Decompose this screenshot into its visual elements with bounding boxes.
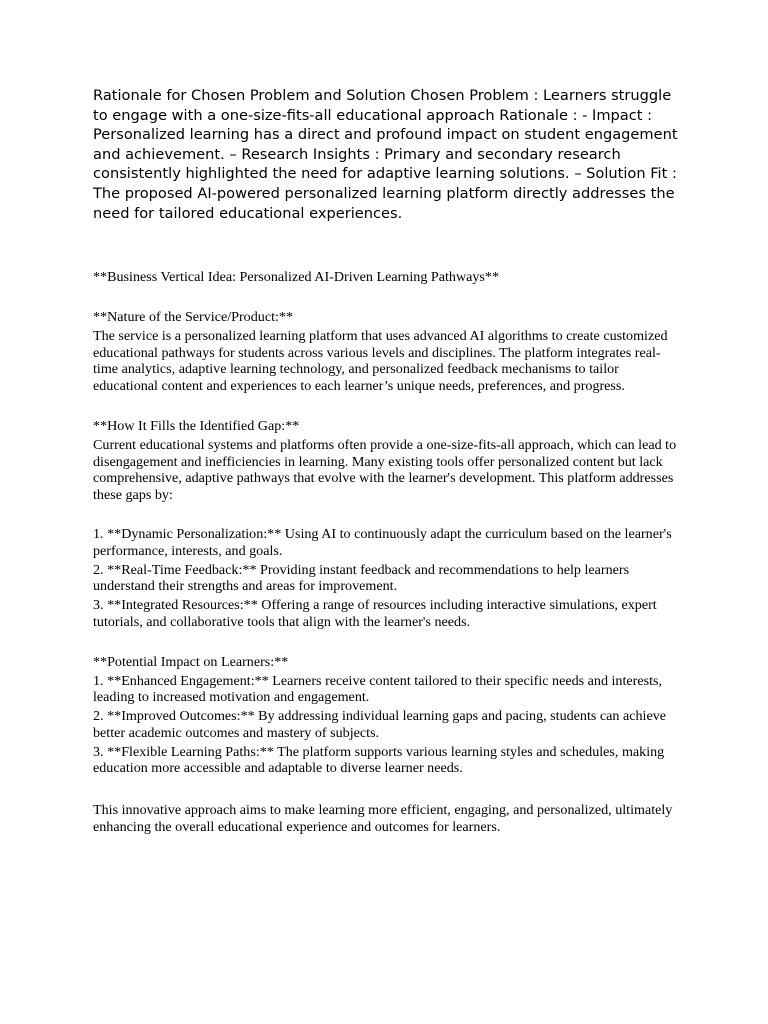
list-item: 1. **Enhanced Engagement:** Learners receive content tailored to their specific needs and interests, leading to increased motivation and engagement. [93, 672, 663, 706]
gap-heading: **How It Fills the Identified Gap:** [93, 417, 300, 434]
impact-list [93, 673, 683, 778]
section-title: **Business Vertical Idea: Personalized AI-Driven Learning Pathways** [93, 269, 500, 286]
impact-heading: **Potential Impact on Learners:** [93, 653, 289, 670]
gap-paragraph: Current educational systems and platforms often provide a one-size-fits-all approach, which can lead to disengagement and inefficiencies in learning. Many existing tools offer personalized content but lack comprehensive, adaptive pathways that evolve with the learner's development. This platform addresses these gaps by: [93, 436, 677, 504]
list-item: 2. **Improved Outcomes:** By addressing individual learning gaps and pacing, students can achieve better academic outcomes and mastery of subjects. [93, 708, 667, 741]
document-page [93, 86, 683, 836]
business-idea-section [93, 269, 683, 836]
list-item: 2. **Real-Time Feedback:** Providing instant feedback and recommendations to help learners understand their strengths and areas for improvement. [93, 561, 630, 595]
nature-paragraph: The service is a personalized learning platform that uses advanced AI algorithms to create customized educational pathways for students across various levels and disciplines. The platform integrates real-time analytics, adaptive learning technology, and personalized feedback mechanisms to tailor educational content and experiences to each learner’s unique needs, preferences, and progress. [93, 327, 668, 395]
intro-paragraph: Rationale for Chosen Problem and Solution Chosen Problem : Learners struggle to engage with a one-size-fits-all educational approach Rationale : - Impact : Personalized learning has a direct and profound impact on student engagement and achievement. – Research Insights : Primary and secondary research consistently highlighted the need for adaptive learning solutions. – Solution Fit : The proposed AI-powered personalized learning platform directly addresses the need for tailored educational experiences. [93, 87, 678, 222]
list-item: 3. **Integrated Resources:** Offering a range of resources including interactive simulations, expert tutorials, and collaborative tools that align with the learner's needs. [93, 597, 657, 630]
list-item: 3. **Flexible Learning Paths:** The platform supports various learning styles and schedules, making education more accessible and adaptable to diverse learner needs. [93, 743, 665, 777]
list-item: 1. **Dynamic Personalization:** Using AI to continuously adapt the curriculum based on the learner's performance, interests, and goals. [93, 525, 672, 559]
closing-paragraph: This innovative approach aims to make learning more efficient, engaging, and personalized, ultimately enhancing the overall educational experience and outcomes for learners. [93, 802, 673, 836]
nature-heading: **Nature of the Service/Product:** [93, 308, 293, 325]
gap-list [93, 526, 683, 631]
